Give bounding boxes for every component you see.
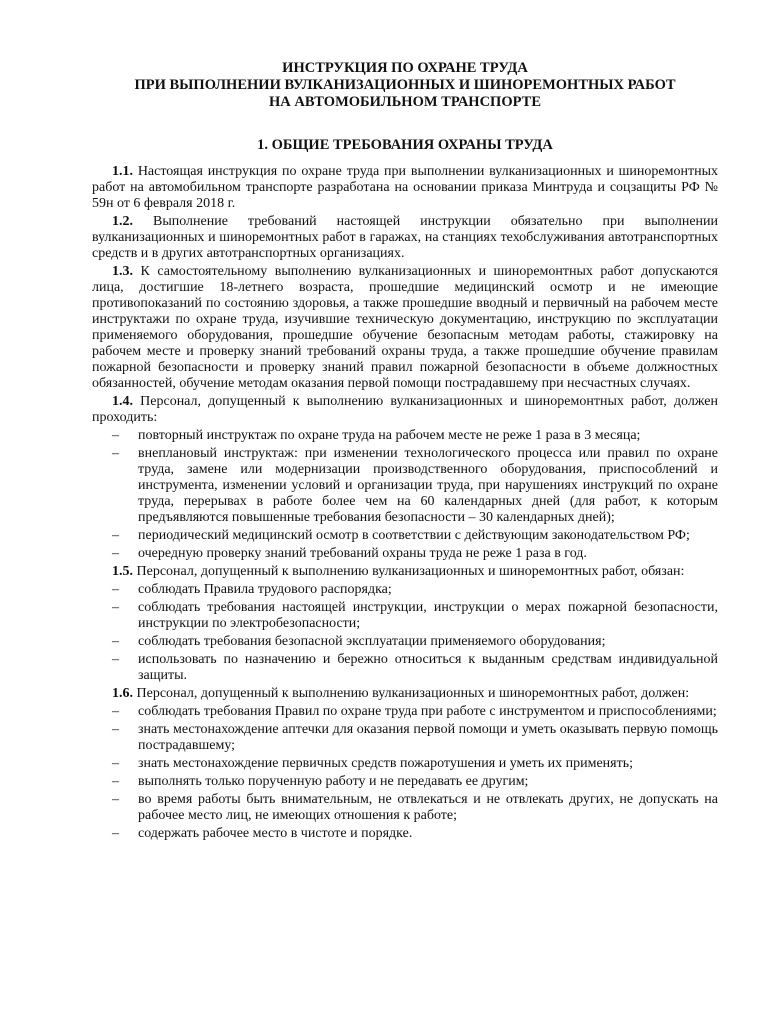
list-item xyxy=(92,792,718,824)
list-item-text: соблюдать требования настоящей инструкции, инструкции о мерах пожарной безопасности, инструкции по электробезопасности; xyxy=(138,600,718,631)
list-item-text: повторный инструктаж по охране труда на рабочем месте не реже 1 раза в 3 месяца; xyxy=(138,428,641,443)
dash-marker: – xyxy=(112,704,119,719)
list-1-5 xyxy=(92,582,718,684)
paragraph-text: Персонал, допущенный к выполнению вулканизационных и шиноремонтных работ, должен: xyxy=(136,686,690,701)
paragraph-text: Настоящая инструкция по охране труда при выполнении вулканизационных и шиноремонтных работ на автомобильном транспорте разработана на основании приказа Минтруда и соцзащиты РФ № 59н от 6 февраля 2018 г. xyxy=(92,164,718,211)
paragraph-1-6 xyxy=(92,686,718,702)
list-item-text: выполнять только порученную работу и не передавать ее другим; xyxy=(138,774,529,789)
paragraph-text: К самостоятельному выполнению вулканизационных и шиноремонтных работ допускаются лица, достигшие 18-летнего возраста, прошедшие медицинский осмотр и не имеющие противопоказаний по состоянию здоровья, а также прошедшие вводный и первичный на рабочем месте инструктажи по охране труда, изучившие техническую документацию, инструкцию по эксплуатации применяемого оборудования, прошедшие обучение безопасным методам работы, стажировку на рабочем месте и проверку знаний требований охраны труда, а также прошедшие обучение правилам пожарной безопасности и проверку знаний правил пожарной безопасности в объеме должностных обязанностей, обучение методам оказания первой помощи пострадавшему при несчастных случаях. xyxy=(92,264,718,391)
list-item xyxy=(92,546,718,562)
dash-marker: – xyxy=(112,446,119,461)
dash-marker: – xyxy=(112,582,119,597)
list-item-text: периодический медицинский осмотр в соответствии с действующим законодательством РФ; xyxy=(138,528,690,543)
dash-marker: – xyxy=(112,428,119,443)
list-1-4 xyxy=(92,428,718,562)
title-line-3: НА АВТОМОБИЛЬНОМ ТРАНСПОРТЕ xyxy=(268,94,541,110)
list-item xyxy=(92,774,718,790)
list-item xyxy=(92,446,718,526)
dash-marker: – xyxy=(112,652,119,667)
list-item xyxy=(92,582,718,598)
list-item-text: знать местонахождение аптечки для оказания первой помощи и уметь оказывать первую помощь пострадавшему; xyxy=(138,722,718,753)
list-item xyxy=(92,528,718,544)
list-item xyxy=(92,652,718,684)
paragraph-1-4 xyxy=(92,394,718,426)
list-1-6 xyxy=(92,704,718,842)
paragraph-1-3 xyxy=(92,264,718,392)
list-item xyxy=(92,756,718,772)
list-item xyxy=(92,826,718,842)
dash-marker: – xyxy=(112,600,119,615)
paragraph-text: Персонал, допущенный к выполнению вулканизационных и шиноремонтных работ, должен проходить: xyxy=(92,394,719,425)
document-title xyxy=(92,60,718,111)
paragraph-number: 1.1. xyxy=(112,164,133,179)
list-item-text: во время работы быть внимательным, не отвлекаться и не отвлекать других, не допускать на рабочее место лиц, не имеющих отношения к работе; xyxy=(138,792,718,823)
list-item-text: содержать рабочее место в чистоте и порядке. xyxy=(138,826,413,841)
dash-marker: – xyxy=(112,634,119,649)
list-item-text: знать местонахождение первичных средств пожаротушения и уметь их применять; xyxy=(138,756,633,771)
list-item xyxy=(92,428,718,444)
paragraph-1-2 xyxy=(92,214,718,262)
paragraph-text: Выполнение требований настоящей инструкции обязательно при выполнении вулканизационных и шиноремонтных работ в гаражах, на станциях техобслуживания автотранспортных средств и в других автотранспортных организациях. xyxy=(92,214,719,261)
dash-marker: – xyxy=(112,792,119,807)
list-item xyxy=(92,722,718,754)
paragraph-number: 1.3. xyxy=(112,264,133,279)
dash-marker: – xyxy=(112,722,119,737)
list-item-text: внеплановый инструктаж: при изменении технологического процесса или правил по охране труда, замене или модернизации производственного оборудования, приспособлений и инструмента, изменении условий и организации труда, при нарушениях инструкций по охране труда, перерывах в работе более чем на 60 календарных дней (для работ, к которым предъявляются повышенные требования безопасности – 30 календарных дней); xyxy=(138,446,718,525)
paragraph-number: 1.4. xyxy=(112,394,133,409)
title-line-2: ПРИ ВЫПОЛНЕНИИ ВУЛКАНИЗАЦИОННЫХ И ШИНОРЕМОНТНЫХ РАБОТ xyxy=(134,77,676,93)
paragraph-number: 1.2. xyxy=(112,214,133,229)
section-heading: 1. ОБЩИЕ ТРЕБОВАНИЯ ОХРАНЫ ТРУДА xyxy=(257,137,553,153)
dash-marker: – xyxy=(112,774,119,789)
dash-marker: – xyxy=(112,826,119,841)
paragraph-number: 1.6. xyxy=(112,686,133,701)
list-item-text: соблюдать Правила трудового распорядка; xyxy=(138,582,392,597)
list-item xyxy=(92,600,718,632)
title-line-1: ИНСТРУКЦИЯ ПО ОХРАНЕ ТРУДА xyxy=(282,60,528,76)
paragraph-text: Персонал, допущенный к выполнению вулканизационных и шиноремонтных работ, обязан: xyxy=(136,564,685,579)
list-item xyxy=(92,704,718,720)
paragraph-number: 1.5. xyxy=(112,564,133,579)
list-item-text: соблюдать требования безопасной эксплуатации применяемого оборудования; xyxy=(138,634,606,649)
dash-marker: – xyxy=(112,756,119,771)
dash-marker: – xyxy=(112,528,119,543)
paragraph-1-5 xyxy=(92,564,718,580)
list-item-text: соблюдать требования Правил по охране труда при работе с инструментом и приспособлениями; xyxy=(138,704,717,719)
dash-marker: – xyxy=(112,546,119,561)
list-item-text: очередную проверку знаний требований охраны труда не реже 1 раза в год. xyxy=(138,546,587,561)
list-item xyxy=(92,634,718,650)
paragraph-1-1 xyxy=(92,164,718,212)
list-item-text: использовать по назначению и бережно относиться к выданным средствам индивидуальной защиты. xyxy=(138,652,718,683)
